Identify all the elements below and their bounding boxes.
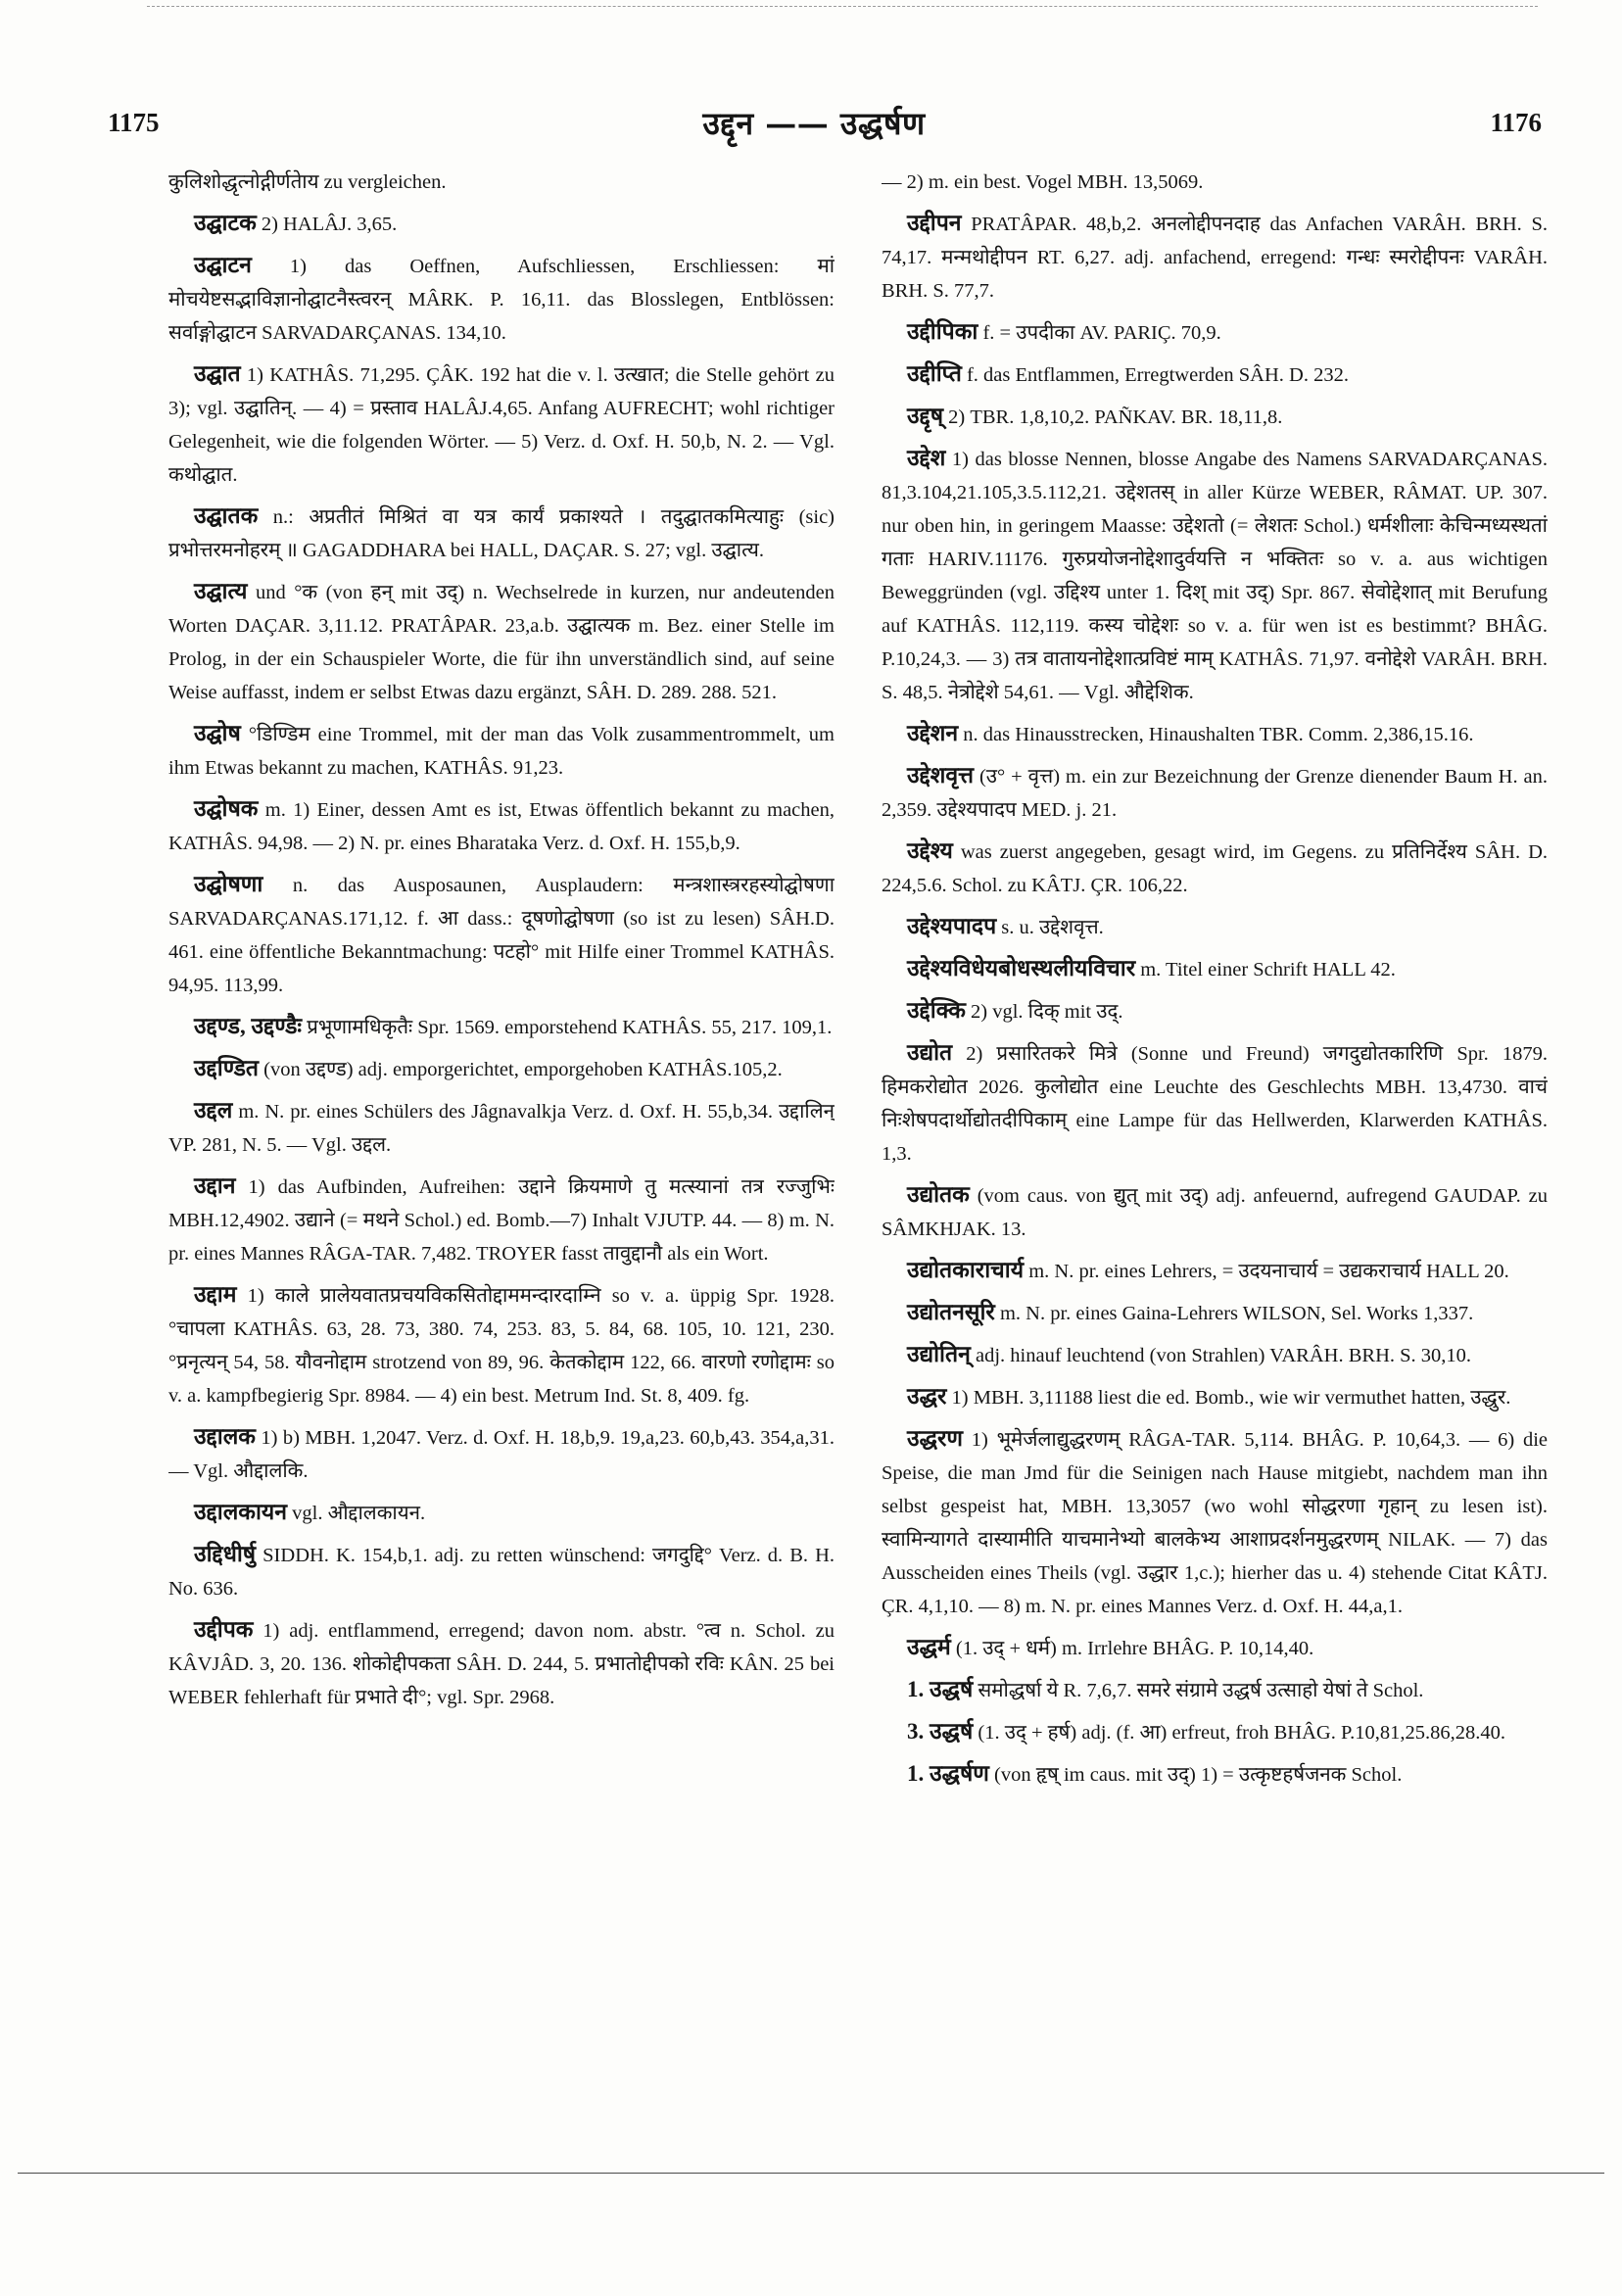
entry: उद्देक्कि 2) vgl. दिक् mit उद्. [907, 998, 1123, 1023]
entry: उद्देश्यविधेयबोधस्थलीयविचार m. Titel einer Schrift HALL 42. [907, 956, 1396, 981]
entry: उद्दालकायन vgl. औद्दालकायन. [194, 1500, 426, 1524]
entry: उद्धरण 1) भूमेर्जलाद्युद्धरणम् RÂGA-TAR. 5,114. BHÂG. P. 10,64,3. — 6) die Speise, die man Jmd für die Seinigen nach Hause mitgiebt, nachdem man ihn selbst gespeist hat, MBH. 13,3057 (wo wohl सोद्धरणा गृहान् zu lesen ist). स्वामिन्यागते दास्यामीति याचमानेभ्यो बालकेभ्य आशाप्रदर्शनमुद्धरणम् NILAK. — 7) das Ausscheiden eines Theils (vgl. उद्धार 1,c.); hierher das u. 4) stehende Citat KÂTJ. ÇR. 4,1,10. — 8) m. N. pr. eines Mannes Verz. d. Oxf. H. 44,a,1. [882, 1426, 1548, 1617]
entry: उद्दीप्ति f. das Entflammen, Erregtwerden SÂH. D. 232. [907, 361, 1349, 386]
entry: 1. उद्धर्षण (von हृष् im caus. mit उद्) 1) = उत्कृष्टहर्षजनक Schol. [907, 1761, 1403, 1786]
entry: उद्देश्य was zuerst angegeben, gesagt wird, im Gegens. zu प्रतिनिर्देश्य SÂH. D. 224,5.6. Schol. zu KÂTJ. ÇR. 106,22. [882, 838, 1548, 896]
entry: — 2) m. ein best. Vogel MBH. 13,5069. [882, 171, 1204, 193]
page-header [47, 105, 1581, 147]
page-number-left: 1175 [108, 108, 160, 137]
running-head: उद्दृन —— उद्धर्षण [702, 105, 926, 142]
entry: उद्योतकाराचार्य m. N. pr. eines Lehrers, = उदयनाचार्य = उद्यकराचार्य HALL 20. [907, 1258, 1509, 1282]
page-number-right: 1176 [1490, 108, 1542, 137]
bottom-rule [18, 2173, 1604, 2174]
entry: उद्दृष् 2) TBR. 1,8,10,2. PAÑKAV. BR. 18,11,8. [907, 404, 1283, 428]
entry: उद्देश 1) das blosse Nennen, blosse Angabe des Namens SARVADARÇANAS. 81,3.104,21.105,3.5.112,21. उद्देशतस् in aller Kürze WEBER, RÂMAT. UP. 307. nur oben hin, in geringem Maasse: उद्देशतो (= लेशतः Schol.) धर्मशीलाः केचिन्मध्यस्थतां गताः HARIV.11176. गुरुप्रयोजनोद्देशादुर्वयत्ति न भक्तितः so v. a. aus wichtigen Beweggründen (vgl. उद्दिश्य unter 1. दिश् mit उद्) Spr. 867. सेवोद्देशात् mit Berufung auf KATHÂS. 112,119. कस्य चोद्देशः so v. a. für wen ist es bestimmt? BHÂG. P.10,24,3. — 3) तत्र वातायनोद्देशात्प्रविष्टं माम् KATHÂS. 71,97. वनोद्देशे VARÂH. BRH. S. 48,5. नेत्रोद्देशे 54,61. — Vgl. औद्देशिक. [882, 446, 1548, 703]
entry: उद्दीपिका f. = उपदीका AV. PARIÇ. 70,9. [907, 319, 1221, 344]
entry: 1. उद्धर्ष समोद्धर्षा ये R. 7,6,7. समरे संग्रामे उद्धर्ष उत्साहो येषां ते Schol. [907, 1677, 1424, 1701]
right-column [882, 165, 1548, 2114]
left-column [168, 165, 835, 2114]
entry: उद्घात 1) KATHÂS. 71,295. ÇÂK. 192 hat die v. l. उत्खात; die Stelle gehört zu 3); vgl. उद्घातिन्. — 4) = प्रस्ताव HALÂJ.4,65. Anfang AUFRECHT; wohl richtiger Gelegenheit, wie die folgenden Wörter. — 5) Verz. d. Oxf. H. 50,b, N. 2. — Vgl. कथोद्घात. [168, 361, 835, 486]
entry: उद्दल m. N. pr. eines Schülers des Jâgnavalkja Verz. d. Oxf. H. 55,b,34. उद्दालिन् VP. 281, N. 5. — Vgl. उद्दल. [168, 1098, 835, 1156]
entry: उद्योतक (vom caus. von द्युत् mit उद्) adj. anfeuernd, aufregend GAUDAP. zu SÂMKHJAK. 13. [882, 1182, 1548, 1240]
entry: 3. उद्धर्ष (1. उद् + हर्ष) adj. (f. आ) erfreut, froh BHÂG. P.10,81,25.86,28.40. [907, 1719, 1505, 1744]
entry: उद्दण्डित (von उद्दण्ड) adj. emporgerichtet, emporgehoben KATHÂS.105,2. [194, 1056, 783, 1080]
entry: उद्घोषक m. 1) Einer, dessen Amt es ist, Etwas öffentlich bekannt zu machen, KATHÂS. 94,98. — 2) N. pr. eines Bharataka Verz. d. Oxf. H. 155,b,9. [168, 796, 835, 854]
entry: उद्देश्यपादप s. u. उद्देशवृत्त. [907, 914, 1104, 938]
entry: उद्देशन n. das Hinausstrecken, Hinaushalten TBR. Comm. 2,386,15.16. [907, 721, 1474, 745]
entry: कुलिशोद्धृत्नोद्गीर्णतेाय zu vergleichen. [168, 171, 447, 193]
entry: उद्दिधीर्षु SIDDH. K. 154,b,1. adj. zu retten wünschend: जगदुद्दि° Verz. d. B. H. No. 636. [168, 1542, 835, 1600]
entry: उद्धर 1) MBH. 3,11188 liest die ed. Bomb., wie wir vermuthet hatten, उद्धुर. [907, 1384, 1511, 1409]
entry: उद्दान 1) das Aufbinden, Aufreihen: उद्दाने क्रियमाणे तु मत्स्यानां तत्र रज्जुभिः MBH.12,4902. उद्याने (= मथने Schol.) ed. Bomb.—7) Inhalt VJUTP. 44. — 8) m. N. pr. eines Mannes RÂGA-TAR. 7,482. TROYER fasst तावुद्दानौ als ein Wort. [168, 1173, 835, 1265]
entry: उद्घोषणा n. das Ausposaunen, Ausplaudern: मन्त्रशास्त्ररहस्योद्घोषणा SARVADARÇANAS.171,12. f. आ dass.: दूषणोद्घोषणा (so ist zu lesen) SÂH.D. 461. eine öffentliche Bekanntmachung: पटहो° mit Hilfe einer Trommel KATHÂS. 94,95. 113,99. [168, 872, 835, 996]
entry: उद्घाटन 1) das Oeffnen, Aufschliessen, Erschliessen: मां मोचयेष्टसद्भाविज्ञानोद्घाटनैस्त्वरन् MÂRK. P. 16,11. das Blosslegen, Entblössen: सर्वाङ्गोद्घाटन SARVADARÇANAS. 134,10. [168, 253, 835, 344]
entry: उद्योत 2) प्रसारितकरे मित्रे (Sonne und Freund) जगदुद्योतकारिणि Spr. 1879. हिमकरोद्योत 2026. कुलोद्योत eine Leuchte des Geschlechts MBH. 13,4730. वाचं निःशेषपदार्थोद्योतदीपिकाम् eine Lampe für das Hellwerden, Klarwerden KATHÂS. 1,3. [882, 1040, 1548, 1165]
entry: उद्दाम 1) काले प्रालेयवातप्रचयविकसितोद्दाममन्दारदाम्नि so v. a. üppig Spr. 1928. °चापला KATHÂS. 63, 28. 73, 380. 74, 253. 83, 5. 84, 68. 105, 10. 121, 230. °प्रनृत्यन् 54, 58. यौवनोद्दाम strotzend von 89, 96. केतकोद्दाम 122, 66. वारणो रणोद्दामः so v. a. kampfbegierig Spr. 8984. — 4) ein best. Metrum Ind. St. 8, 409. fg. [168, 1282, 835, 1407]
entry: उद्योतिन् adj. hinauf leuchtend (von Strahlen) VARÂH. BRH. S. 30,10. [907, 1342, 1472, 1366]
entry: उद्दीपक 1) adj. entflammend, erregend; davon nom. abstr. °त्व n. Schol. zu KÂVJÂD. 3, 20. 136. शोकोद्दीपकता SÂH. D. 244, 5. प्रभातोद्दीपको रविः KÂN. 25 bei WEBER fehlerhaft für प्रभाते दी°; vgl. Spr. 2968. [168, 1617, 835, 1708]
entry: उद्धर्म (1. उद् + धर्म) m. Irrlehre BHÂG. P. 10,14,40. [907, 1635, 1314, 1659]
entry: उद्दालक 1) b) MBH. 1,2047. Verz. d. Oxf. H. 18,b,9. 19,a,23. 60,b,43. 354,a,31. — Vgl. औद्दालकि. [168, 1424, 835, 1482]
entry: उद्दीपन PRATÂPAR. 48,b,2. अनलोद्दीपनदाह das Anfachen VARÂH. BRH. S. 74,17. मन्मथोद्दीपन RT. 6,27. adj. anfachend, erregend: गन्धः स्मरोद्दीपनः VARÂH. BRH. S. 77,7. [882, 211, 1548, 302]
entry: उद्योतनसूरि m. N. pr. eines Gaina-Lehrers WILSON, Sel. Works 1,337. [907, 1300, 1474, 1324]
entry: उद्घोष °डिण्डिम eine Trommel, mit der man das Volk zusammentrommelt, um ihm Etwas bekannt zu machen, KATHÂS. 91,23. [168, 721, 835, 779]
top-edge-line [147, 6, 1538, 7]
entry: उद्देशवृत्त (उ° + वृत्त) m. ein zur Bezeichnung der Grenze dienender Baum H. an. 2,359. उद्देश्यपादप MED. j. 21. [882, 763, 1548, 821]
entry: उद्घातक n.: अप्रतीतं मिश्रितं वा यत्र कार्यं प्रकाश्यते । तदुद्घातकमित्याहुः (sic) प्रभोत्तरमनोहरम् ॥ GAGADDHARA bei HALL, DAÇAR. S. 27; vgl. उद्घात्य. [168, 503, 835, 561]
entry: उद्दण्ड, उद्दण्डैः प्रभूणामधिकृतैः Spr. 1569. emporstehend KATHÂS. 55, 217. 109,1. [194, 1014, 833, 1038]
entry: उद्घाटक 2) HALÂJ. 3,65. [194, 211, 398, 235]
entry: उद्घात्य und °क (von हन् mit उद्) n. Wechselrede in kurzen, nur andeutenden Worten DAÇAR. 3,11.12. PRATÂPAR. 23,a.b. उद्घात्यक m. Bez. einer Stelle im Prolog, in der ein Schauspieler Worte, die für ihn unverständlich sind, auf seine Weise auffasst, indem er selbst Etwas dazu ergänzt, SÂH. D. 289. 288. 521. [168, 579, 835, 703]
